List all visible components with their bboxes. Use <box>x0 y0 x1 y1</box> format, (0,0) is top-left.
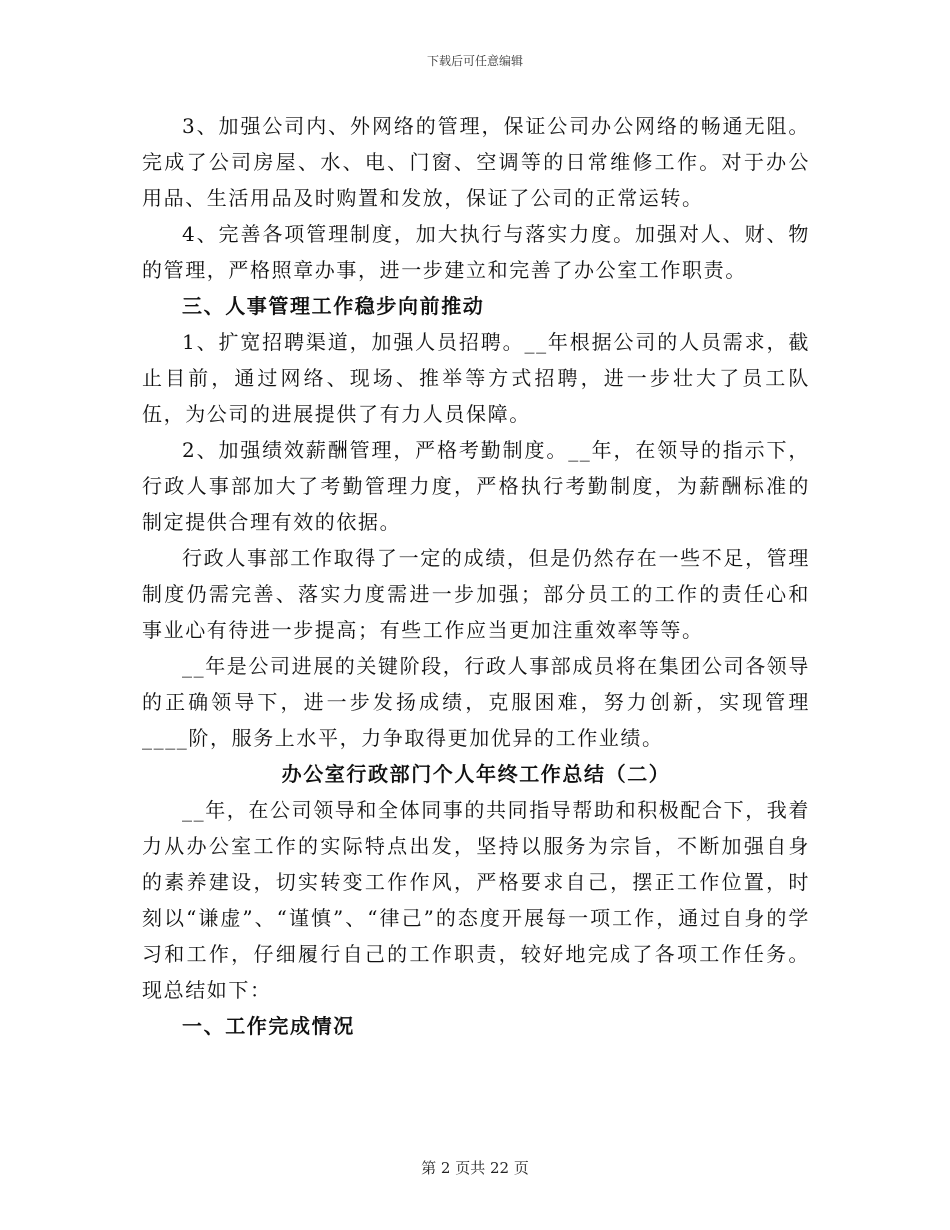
paragraph-intro-summary: __年，在公司领导和全体同事的共同指导帮助和积极配合下，我着力从办公室工作的实际特点出发，坚持以服务为宗旨，不断加强自身的素养建设，切实转变工作作风，严格要求自己，摆正工作位置，时刻以“谦虚”、“谨慎”、“律己”的态度开展每一项工作，通过自身的学习和工作，仔细履行自己的工作职责，较好地完成了各项工作任务。现总结如下： <box>142 798 810 1002</box>
section-heading-hr-management: 三、人事管理工作稳步向前推动 <box>182 294 485 318</box>
document-title-part-two: 办公室行政部门个人年终工作总结（二） <box>281 762 671 786</box>
page-number-footer: 第 2 页共 22 页 <box>421 1159 529 1177</box>
paragraph-recruitment: 1、扩宽招聘渠道，加强人员招聘。__年根据公司的人员需求，截止目前，通过网络、现场、推举等方式招聘，进一步壮大了员工队伍，为公司的进展提供了有力人员保障。 <box>142 330 810 426</box>
paragraph-network-maintenance: 3、加强公司内、外网络的管理，保证公司办公网络的畅通无阻。完成了公司房屋、水、电、门窗、空调等的日常维修工作。对于办公用品、生活用品及时购置和发放，保证了公司的正常运转。 <box>142 114 810 210</box>
page-header: 下载后可任意编辑 <box>426 54 523 68</box>
document-body <box>142 108 810 1044</box>
paragraph-shortcomings: 行政人事部工作取得了一定的成绩，但是仍然存在一些不足，管理制度仍需完善、落实力度需进一步加强；部分员工的工作的责任心和事业心有待进一步提高；有些工作应当更加注重效率等等。 <box>142 546 810 642</box>
paragraph-management-system: 4、完善各项管理制度，加大执行与落实力度。加强对人、财、物的管理，严格照章办事，进一步建立和完善了办公室工作职责。 <box>142 222 810 282</box>
paragraph-performance-pay: 2、加强绩效薪酬管理，严格考勤制度。__年，在领导的指示下，行政人事部加大了考勤管理力度，严格执行考勤制度，为薪酬标准的制定提供合理有效的依据。 <box>142 438 810 534</box>
section-heading-work-completion: 一、工作完成情况 <box>182 1014 355 1038</box>
paragraph-outlook: __年是公司进展的关键阶段，行政人事部成员将在集团公司各领导的正确领导下，进一步发扬成绩，克服困难，努力创新，实现管理____阶，服务上水平，力争取得更加优异的工作业绩。 <box>142 654 810 750</box>
